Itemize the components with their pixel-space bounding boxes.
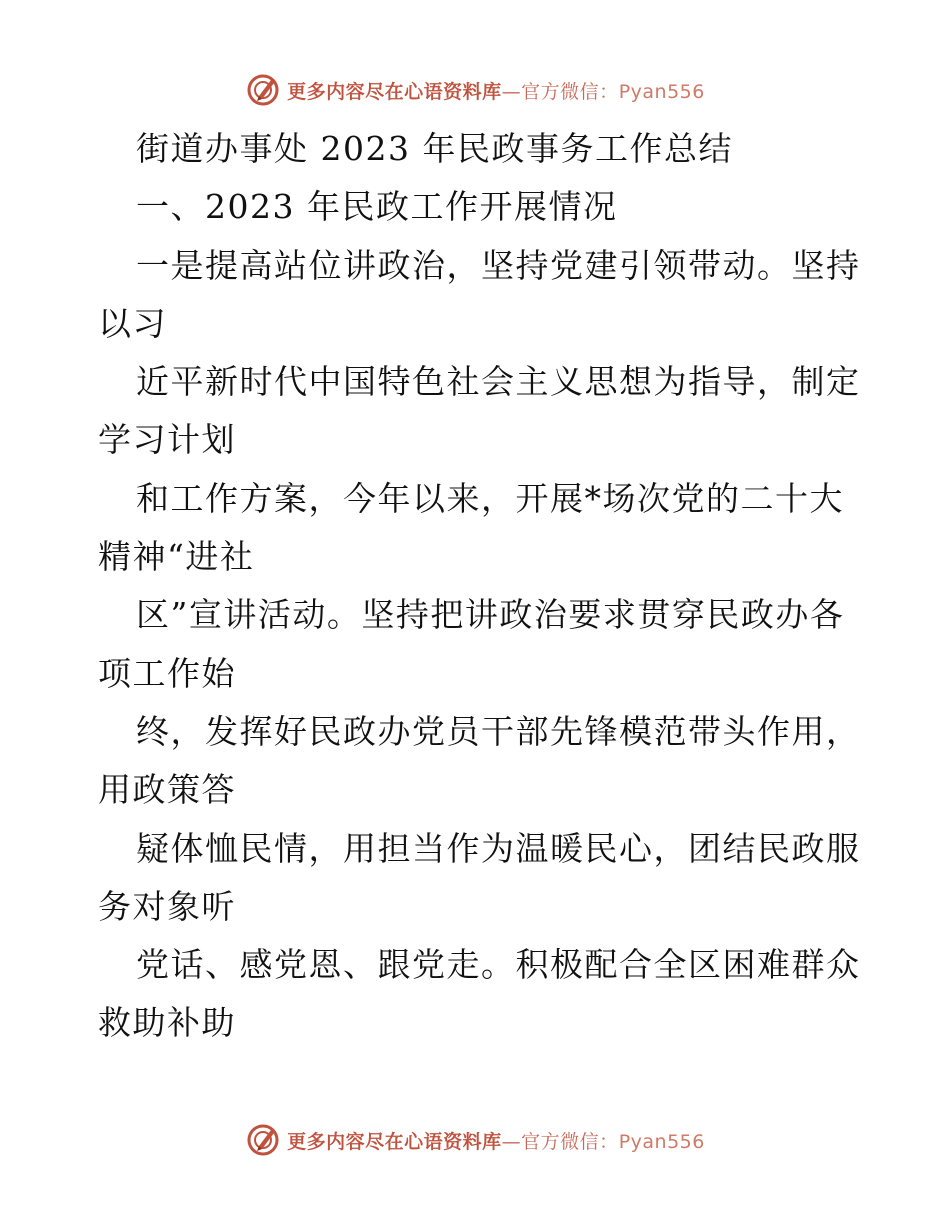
paragraph-line: 学习计划 — [98, 420, 236, 460]
paragraph-line: 疑体恤民情，用担当作为温暖民心，团结民政服 — [136, 828, 861, 868]
watermark-wechat-id: Pyan556 — [618, 1130, 705, 1153]
watermark-text — [287, 77, 705, 104]
paragraph-line: 党话、感党恩、跟党走。积极配合全区困难群众 — [136, 945, 861, 985]
pen-circle-icon — [245, 1122, 281, 1158]
watermark-wechat-id: Pyan556 — [618, 80, 705, 103]
paragraph-line: 救助补助 — [98, 1003, 236, 1043]
header-watermark — [0, 70, 950, 110]
paragraph-line: 务对象听 — [98, 886, 236, 926]
paragraph-line: 项工作始 — [98, 653, 236, 693]
watermark-separator: — — [501, 1130, 522, 1153]
document-body — [98, 120, 861, 1053]
watermark-wechat-label: 官方微信： — [521, 80, 619, 103]
watermark-separator: — — [501, 80, 522, 103]
paragraph-line: 一是提高站位讲政治，坚持党建引领带动。坚持 — [136, 245, 861, 285]
watermark-brand: 更多内容尽在心语资料库 — [287, 1130, 502, 1153]
section-heading: 一、2023 年民政工作开展情况 — [136, 187, 618, 227]
footer-watermark — [0, 1120, 950, 1160]
paragraph-line: 近平新时代中国特色社会主义思想为指导，制定 — [136, 362, 861, 402]
watermark-brand: 更多内容尽在心语资料库 — [287, 80, 502, 103]
document-title: 街道办事处 2023 年民政事务工作总结 — [136, 129, 733, 168]
watermark-wechat-label: 官方微信： — [521, 1130, 619, 1153]
paragraph-line: 终，发挥好民政办党员干部先锋模范带头作用， — [136, 711, 861, 751]
watermark-text — [287, 1127, 705, 1154]
paragraph-line: 和工作方案，今年以来，开展*场次党的二十大 — [136, 478, 844, 518]
paragraph-line: 区”宣讲活动。坚持把讲政治要求贯穿民政办各 — [136, 595, 845, 635]
paragraph-line: 用政策答 — [98, 770, 236, 810]
paragraph-line: 精神“进社 — [98, 537, 255, 577]
pen-circle-icon — [245, 72, 281, 108]
paragraph-line: 以习 — [98, 303, 167, 343]
